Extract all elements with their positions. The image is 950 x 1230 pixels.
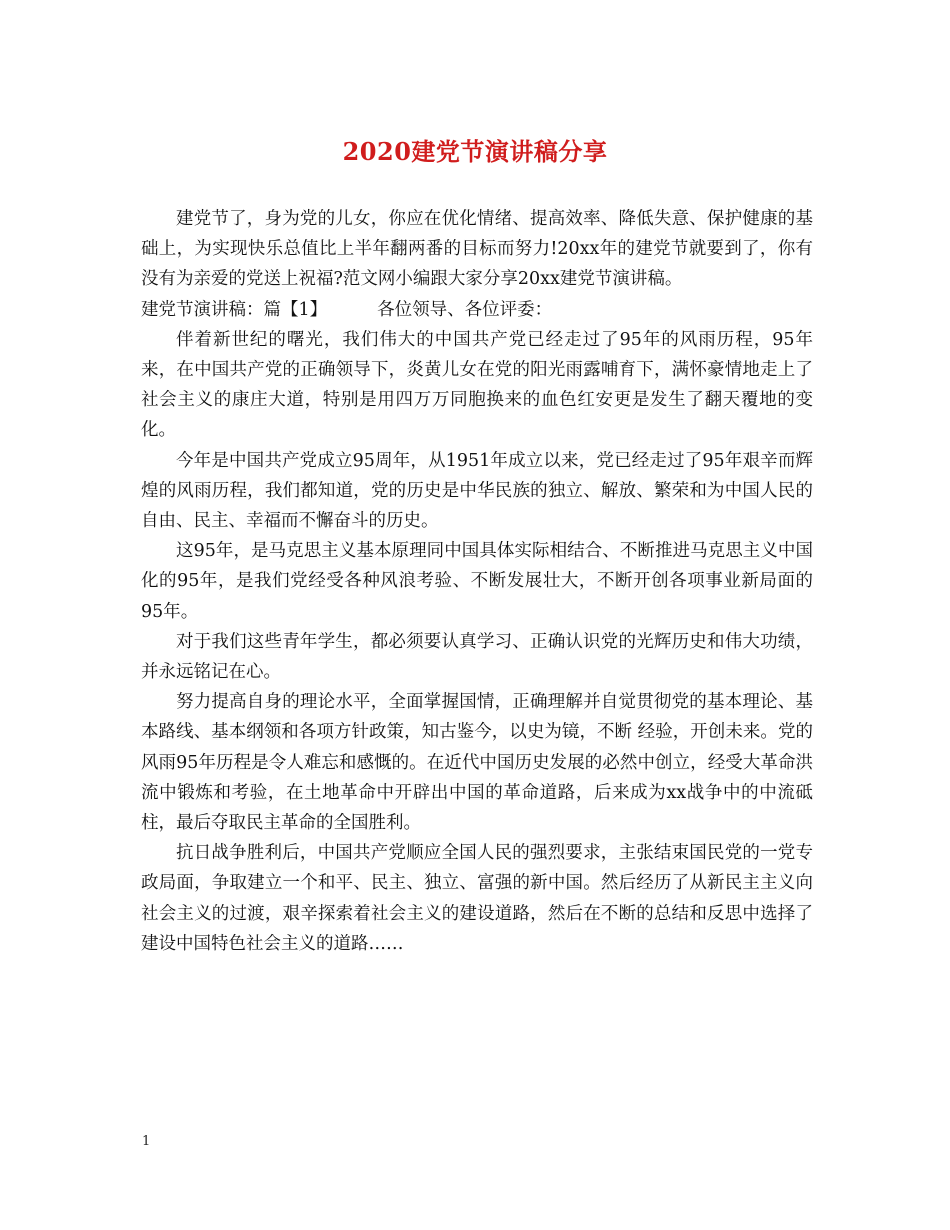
body-paragraph: 努力提高自身的理论水平，全面掌握国情，正确理解并自觉贯彻党的基本理论、基本路线、基本纲领和各项方针政策，知古鉴今，以史为镜，不断 经验，开创未来。党的风雨95年历程是令人难忘和感慨的。在近代中国历史发展的必然中创立，经受大革命洪流中锻炼和考验，在土地革命中开辟出中国的革命道路，后来成为xx战争中的中流砥柱，最后夺取民主革命的全国胜利。 — [141, 692, 813, 834]
document-body — [141, 204, 813, 959]
body-paragraph: 对于我们这些青年学生，都必须要认真学习、正确认识党的光辉历史和伟大功绩，并永远铭记在心。 — [141, 631, 813, 683]
section-heading: 建党节演讲稿：篇【1】 — [141, 299, 328, 320]
section-heading-line — [141, 295, 813, 325]
salutation: 各位领导、各位评委： — [377, 299, 553, 320]
page-number: 1 — [142, 1134, 151, 1149]
body-paragraph: 这95年，是马克思主义基本原理同中国具体实际相结合、不断推进马克思主义中国化的95年，是我们党经受各种风浪考验、不断发展壮大，不断开创各项事业新局面的95年。 — [141, 541, 813, 622]
body-paragraph: 伴着新世纪的曙光，我们伟大的中国共产党已经走过了95年的风雨历程，95年来，在中国共产党的正确领导下，炎黄儿女在党的阳光雨露哺育下，满怀豪情地走上了社会主义的康庄大道，特别是用四万万同胞换来的血色红安更是发生了翻天覆地的变化。 — [141, 329, 813, 441]
body-paragraph: 抗日战争胜利后，中国共产党顺应全国人民的强烈要求，主张结束国民党的一党专政局面，争取建立一个和平、民主、独立、富强的新中国。然后经历了从新民主主义向社会主义的过渡，艰辛探索着社会主义的建设道路，然后在不断的总结和反思中选择了建设中国特色社会主义的道路…… — [141, 843, 813, 954]
document-title: 2020建党节演讲稿分享 — [342, 137, 608, 166]
intro-paragraph: 建党节了，身为党的儿女，你应在优化情绪、提高效率、降低失意、保护健康的基础上，为实现快乐总值比上半年翻两番的目标而努力!20xx年的建党节就要到了，你有没有为亲爱的党送上祝福?范文网小编跟大家分享20xx建党节演讲稿。 — [141, 209, 813, 290]
body-paragraph: 今年是中国共产党成立95周年，从1951年成立以来，党已经走过了95年艰辛而辉煌的风雨历程，我们都知道，党的历史是中华民族的独立、解放、繁荣和为中国人民的自由、民主、幸福而不懈奋斗的历史。 — [141, 450, 813, 532]
